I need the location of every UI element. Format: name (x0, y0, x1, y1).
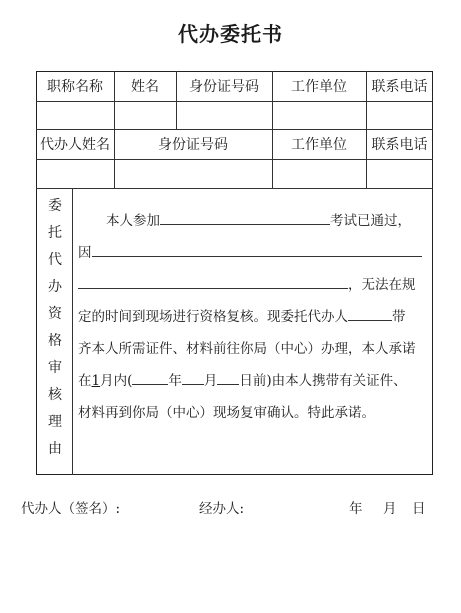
header-title-name: 职称名称 (47, 79, 103, 95)
input-cell-agent-phone[interactable] (366, 159, 433, 188)
deadline-year-blank[interactable] (132, 370, 168, 385)
input-cell-agent-name[interactable] (36, 159, 114, 188)
input-cell-phone[interactable] (366, 101, 433, 129)
input-cell-title-name[interactable] (36, 101, 114, 129)
header-name: 姓名 (131, 79, 159, 95)
date-month-label: 月 (383, 501, 397, 517)
deadline-day-blank[interactable] (217, 370, 239, 385)
date-year-label: 年 (349, 501, 363, 517)
row-divider (36, 188, 433, 189)
document-title: 代办委托书 (178, 22, 283, 46)
input-cell-work-unit[interactable] (272, 101, 366, 129)
header-agent-work-unit: 工作单位 (291, 137, 347, 153)
agent-signature-label: 代办人（签名）: (21, 501, 121, 517)
input-cell-name[interactable] (114, 101, 176, 129)
col-divider (72, 188, 73, 475)
deadline-month-blank[interactable] (182, 370, 204, 385)
row-divider (36, 129, 433, 130)
reason-paragraph: 本人参加 考试已通过， 因 ，无法在规 定的时间到现场进行资格复核。现委托代办人 带 齐本人所需证件、材料前往你局（中心）办理，本人承诺 在1月内( 年 月 日前)由本人携带有关证件、 材料再到你局（中心）现场复审确认。特此承诺。 (78, 205, 430, 429)
header-agent-phone: 联系电话 (371, 137, 428, 153)
reason-blank-line1[interactable] (92, 242, 422, 257)
reason-blank-line2[interactable] (78, 274, 348, 289)
input-cell-agent-work-unit[interactable] (272, 159, 366, 188)
date-day-label: 日 (412, 501, 426, 517)
header-agent-id: 身份证号码 (158, 137, 228, 153)
input-cell-id-number[interactable] (176, 101, 272, 129)
header-id-number: 身份证号码 (189, 79, 259, 95)
reason-label: 委 托 代 办 资 格 审 核 理 由 (48, 198, 62, 457)
header-agent-name: 代办人姓名 (40, 137, 110, 153)
handler-label: 经办人: (199, 501, 245, 517)
agent-name-blank[interactable] (348, 306, 392, 321)
header-work-unit: 工作单位 (291, 79, 347, 95)
input-cell-agent-id[interactable] (114, 159, 272, 188)
header-phone: 联系电话 (371, 79, 428, 95)
exam-name-blank[interactable] (160, 210, 330, 225)
